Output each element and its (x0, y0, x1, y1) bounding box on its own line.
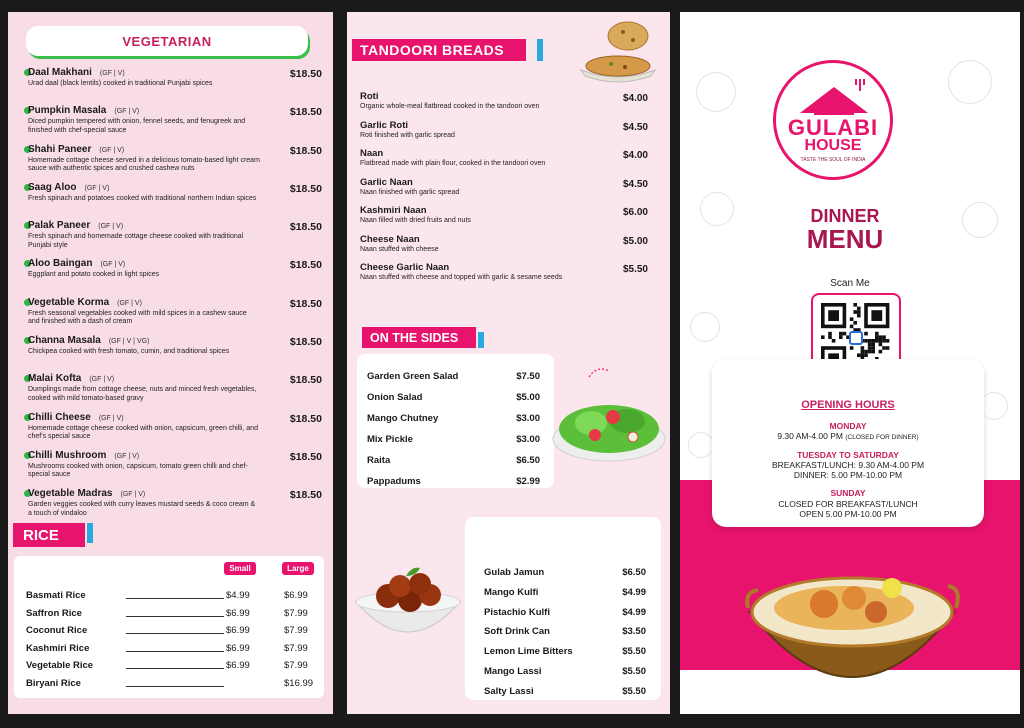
bread-description: Flatbread made with plain flour, cooked in the tandoori oven (360, 160, 546, 167)
item-description: Dumplings made from cottage cheese, nuts and minced fresh vegetables, cooked with mild tomato-based gravy (28, 386, 257, 402)
side-name: Onion Salad (367, 392, 423, 403)
item-price: $18.50 (289, 336, 322, 349)
item-name-text: Chilli Cheese (28, 411, 91, 423)
item-name (28, 182, 109, 193)
rice-row (26, 590, 316, 604)
side-item (367, 476, 540, 489)
bread-price: $4.50 (622, 178, 648, 190)
dessert-name: Mango Kulfi (484, 586, 539, 598)
item-name-text: Malai Kofta (28, 373, 82, 385)
item-tags: (GF | V) (98, 223, 124, 231)
side-name: Mix Pickle (367, 434, 413, 445)
tue-sat-label: TUESDAY TO SATURDAY (797, 450, 899, 460)
sunday-label: SUNDAY (830, 488, 866, 498)
dessert-item (484, 666, 646, 679)
side-name: Raita (367, 455, 391, 466)
dessert-price: $4.99 (622, 606, 646, 618)
rice-name: Basmati Rice (26, 590, 86, 601)
dessert-item (484, 587, 646, 600)
bread-price: $6.00 (622, 207, 648, 218)
item-description: Homemade cottage cheese cooked with onion, capsicum, green chilli, and chef's special sauce (28, 424, 258, 441)
bread-item (360, 91, 648, 120)
cover-panel (680, 12, 1020, 714)
item-tags: (GF | V) (98, 414, 124, 422)
menu-item (22, 335, 322, 373)
dessert-price: $6.50 (622, 567, 646, 578)
small-price: $6.99 (226, 625, 250, 637)
item-price: $18.50 (289, 259, 322, 272)
bread-description: Naan finished with garlic spread (360, 188, 460, 196)
monday-note: (CLOSED FOR DINNER) (845, 434, 919, 441)
large-price: $7.99 (284, 642, 308, 654)
bread-price: $5.00 (622, 235, 648, 247)
item-description: Homemade cottage cheese served in a delicious tomato-based light cream sauce with authentic spices and crushed cashew nuts (28, 156, 260, 173)
dessert-name: Soft Drink Can (484, 626, 550, 638)
side-price: $7.50 (516, 371, 540, 382)
menu-item (22, 488, 322, 526)
bread-price: $4.00 (622, 93, 648, 104)
bread-item (360, 205, 648, 234)
dessert-name: Mango Lassi (484, 666, 542, 677)
item-price: $18.50 (289, 297, 322, 310)
doodle-decoration (688, 432, 714, 458)
dessert-item (484, 567, 646, 580)
vegetarian-header (26, 26, 308, 56)
menu-item (22, 220, 322, 258)
small-price: $4.99 (226, 590, 250, 601)
item-name (28, 373, 114, 384)
item-description: Diced pumpkin tempered with onion, fennel seeds, and fenugreek and finished with chef-special sauce (28, 118, 246, 134)
item-name (28, 412, 124, 423)
item-price: $18.50 (289, 489, 322, 502)
rice-name: Kashmiri Rice (26, 642, 90, 654)
bread-item (360, 120, 648, 149)
menu-item (22, 412, 322, 450)
large-price: $7.99 (284, 625, 308, 637)
large-price: $6.99 (284, 590, 308, 601)
item-tags: (GF | V) (114, 452, 140, 460)
dessert-name: Gulab Jamun (484, 567, 545, 578)
breads-header (352, 39, 526, 61)
item-tags: (GF | V) (117, 299, 142, 307)
dotted-line (126, 616, 224, 617)
bread-name: Naan (360, 148, 384, 159)
large-price: $7.99 (284, 607, 308, 619)
breads-title: TANDOORI BREADS (360, 42, 505, 58)
vegetarian-list (22, 67, 322, 527)
small-price: $6.99 (226, 660, 250, 672)
small-price: $6.99 (226, 642, 250, 654)
sunday-hours-1: CLOSED FOR BREAKFAST/LUNCH (778, 499, 918, 509)
side-item (367, 455, 540, 468)
bread-item (360, 262, 648, 291)
item-name-text: Daal Makhani (28, 67, 92, 78)
item-description: Eggplant and potato cooked in light spices (28, 271, 160, 279)
item-name-text: Pumpkin Masala (28, 105, 107, 117)
item-description: Garden veggies cooked with curry leaves mustard seeds & coco cream & a touch of vindaloo (28, 501, 256, 517)
item-description: Chickpea cooked with fresh tomato, cumin, and traditional spices (28, 348, 230, 356)
item-tags: (GF | V) (99, 146, 125, 154)
rice-name: Vegetable Rice (26, 660, 94, 672)
item-tags: (GF | V) (89, 376, 115, 384)
side-name: Mango Chutney (367, 413, 439, 424)
menu-item (22, 105, 322, 143)
rice-accent-bar (87, 523, 93, 543)
dessert-price: $5.50 (622, 646, 646, 658)
item-name-text: Vegetable Madras (28, 488, 113, 500)
bread-name: Garlic Roti (360, 119, 409, 131)
side-item (367, 413, 540, 426)
vegetarian-title: VEGETARIAN (122, 33, 212, 49)
item-price: $18.50 (289, 144, 322, 157)
side-price: $5.00 (516, 392, 540, 403)
item-name (28, 488, 145, 499)
item-description: Fresh spinach and potatoes cooked with traditional northern Indian spices (28, 194, 257, 202)
bread-price: $5.50 (622, 264, 648, 275)
item-tags: (GF | V) (114, 108, 140, 116)
breads-sides-panel (347, 12, 670, 714)
doodle-decoration (690, 312, 720, 342)
vegetarian-panel (8, 12, 333, 714)
monday-hours (712, 431, 984, 441)
menu-item (22, 450, 322, 488)
salad-image (543, 357, 671, 482)
item-price: $18.50 (289, 106, 322, 119)
gulab-jamun-image (352, 562, 464, 654)
rice-row (26, 660, 316, 674)
bread-name: Cheese Garlic Naan (360, 262, 450, 273)
item-description: Fresh spinach and homemade cottage cheese cooked with traditional Punjabi style (28, 233, 244, 249)
doodle-decoration (696, 72, 736, 112)
bread-price: $4.50 (622, 121, 648, 133)
bread-name: Kashmiri Naan (360, 205, 427, 216)
side-item (367, 371, 540, 384)
menu-item (22, 144, 322, 182)
item-name-text: Vegetable Korma (28, 296, 110, 308)
dessert-item (484, 646, 646, 659)
rice-title: RICE (23, 526, 59, 544)
menu-item (22, 258, 322, 296)
item-description: Urad daal (black lentils) cooked in traditional Punjabi spices (28, 80, 213, 87)
dessert-price: $5.50 (622, 685, 646, 697)
rice-row (26, 625, 316, 639)
large-price: $7.99 (284, 660, 308, 672)
bread-description: Naan stuffed with cheese (360, 245, 439, 253)
bread-name: Garlic Naan (360, 176, 413, 188)
dessert-item (484, 626, 646, 639)
dinner-label: DINNER (810, 206, 880, 226)
dessert-name: Lemon Lime Bitters (484, 646, 573, 658)
item-name (28, 258, 125, 269)
side-item (367, 392, 540, 405)
item-tags: (GF | V | VG) (108, 338, 150, 346)
rice-name: Biryani Rice (26, 678, 81, 689)
side-name: Pappadums (367, 476, 421, 487)
item-price: $18.50 (289, 221, 322, 234)
bread-description: Naan stuffed with cheese and topped with garlic & sesame seeds (360, 274, 563, 281)
dessert-name: Salty Lassi (484, 685, 534, 697)
logo-name-line1: GULABI (787, 115, 879, 140)
gulabi-house-logo (773, 60, 893, 180)
dessert-price: $5.50 (622, 666, 646, 677)
item-price: $18.50 (289, 182, 322, 195)
dessert-price: $4.99 (622, 586, 646, 598)
sunday-hours-2: OPEN 5.00 PM-10.00 PM (799, 509, 897, 519)
side-price: $3.00 (516, 413, 540, 424)
dotted-line (126, 668, 224, 669)
item-name-text: Palak Paneer (28, 220, 91, 232)
breads-list (360, 91, 648, 291)
item-tags: (GF | V) (100, 261, 126, 269)
menu-item (22, 297, 322, 335)
scan-me-label: Scan Me (830, 278, 870, 289)
house-roof-icon (794, 73, 874, 117)
large-size-badge: Large (282, 562, 314, 575)
side-price: $3.00 (516, 434, 540, 445)
doodle-decoration (980, 392, 1008, 420)
tue-sat-hours-1: BREAKFAST/LUNCH: 9.30 AM-4.00 PM (771, 460, 925, 470)
dessert-price: $3.50 (622, 626, 646, 638)
dotted-line (126, 598, 224, 599)
side-price: $2.99 (516, 476, 540, 487)
logo-name-line2: HOUSE (804, 137, 862, 154)
sides-header (362, 327, 476, 348)
item-name-text: Channa Masala (28, 335, 101, 347)
item-name-text: Chilli Mushroom (28, 449, 107, 461)
rice-name: Saffron Rice (26, 607, 82, 619)
breads-accent-bar (537, 39, 543, 61)
item-price: $18.50 (289, 412, 322, 425)
item-name-text: Shahi Paneer (28, 143, 92, 155)
bread-name: Roti (360, 91, 379, 102)
tue-sat-hours-2: DINNER: 5.00 PM-10.00 PM (793, 470, 903, 480)
bread-description: Organic whole-meal flatbread cooked in the tandoori oven (360, 103, 540, 110)
rice-card (14, 556, 324, 698)
naan-image (573, 12, 663, 84)
menu-label: MENU (806, 224, 884, 254)
item-name (28, 335, 149, 346)
side-name: Garden Green Salad (367, 371, 459, 382)
dotted-line (126, 651, 224, 652)
item-price: $18.50 (289, 68, 322, 80)
bread-name: Cheese Naan (360, 233, 420, 245)
bread-item (360, 177, 648, 206)
rice-row (26, 643, 316, 657)
dessert-item (484, 607, 646, 620)
item-name (28, 67, 125, 78)
bread-price: $4.00 (622, 150, 648, 161)
large-price: $16.99 (284, 678, 314, 689)
bread-item (360, 234, 648, 263)
logo-tagline: TASTE THE SOUL OF INDIA (800, 157, 866, 163)
item-name (28, 144, 124, 155)
item-name (28, 220, 123, 231)
dessert-name: Pistachio Kulfi (484, 606, 550, 618)
rice-row (26, 608, 316, 622)
side-item (367, 434, 540, 447)
sides-card (357, 354, 554, 488)
opening-hours-card (712, 359, 984, 527)
item-name-text: Saag Aloo (28, 181, 77, 193)
biryani-image (744, 552, 960, 714)
desserts-card (465, 517, 661, 700)
opening-hours-title: OPENING HOURS (801, 399, 895, 411)
item-description: Fresh seasonal vegetables cooked with mild spices in a cashew sauce and finished with a dash of cream (28, 309, 247, 326)
monday-time: 9.30 AM-4.00 PM (777, 431, 843, 441)
dotted-line (126, 686, 224, 687)
item-name (28, 450, 139, 461)
menu-item (22, 67, 322, 105)
doodle-decoration (948, 60, 992, 104)
item-tags: (GF | V) (120, 491, 146, 499)
item-name (28, 105, 139, 116)
item-description: Mushrooms cooked with onion, capsicum, tomato green chilli and chef-special sauce (28, 462, 248, 479)
bread-description: Roti finished with garlic spread (360, 131, 455, 139)
sides-title: ON THE SIDES (370, 330, 459, 345)
bread-item (360, 148, 648, 177)
rice-row (26, 678, 316, 692)
item-price: $18.50 (289, 450, 322, 463)
rice-header (13, 523, 85, 547)
monday-label: MONDAY (829, 421, 867, 431)
item-tags: (GF | V) (84, 184, 110, 192)
side-price: $6.50 (516, 455, 540, 466)
small-price: $6.99 (226, 607, 250, 619)
dotted-line (126, 633, 224, 634)
menu-item (22, 182, 322, 220)
rice-name: Coconut Rice (26, 625, 88, 637)
bread-description: Naan filled with dried fruits and nuts (360, 217, 471, 224)
item-name-text: Aloo Baingan (28, 258, 93, 270)
item-name (28, 297, 142, 308)
item-price: $18.50 (289, 374, 322, 387)
sides-accent-bar (478, 332, 484, 348)
menu-item (22, 373, 322, 411)
dessert-item (484, 686, 646, 699)
item-tags: (GF | V) (99, 70, 125, 77)
small-size-badge: Small (224, 562, 256, 575)
